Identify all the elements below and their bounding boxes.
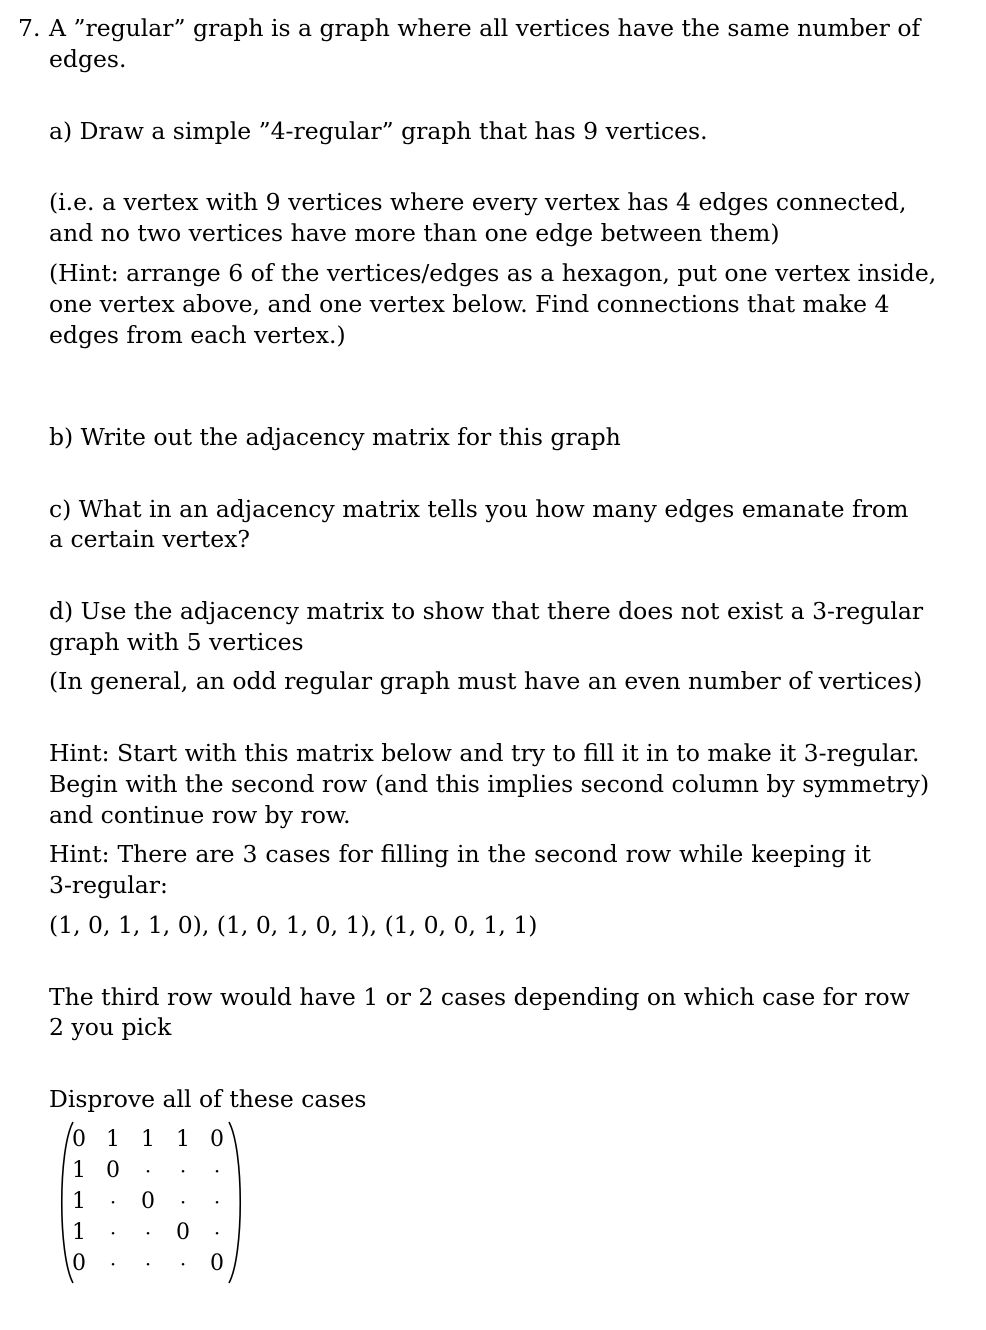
part-d-hint1-line3: and continue row by row. (49, 801, 351, 829)
part-d-cases: (1, 0, 1, 1, 0), (1, 0, 1, 0, 1), (1, 0, 0, 1, 1) (49, 911, 538, 939)
part-a-hint-line3: edges from each vertex.) (49, 321, 346, 349)
matrix-cell: · (109, 1190, 117, 1214)
matrix-cell: 0 (72, 1127, 86, 1152)
matrix-cell: · (144, 1159, 152, 1183)
matrix-cell: 1 (141, 1127, 155, 1152)
matrix-cell: 0 (72, 1251, 86, 1276)
part-c-prompt-line2: a certain vertex? (49, 525, 250, 553)
matrix-cell: 0 (210, 1251, 224, 1276)
matrix-cell: · (213, 1159, 221, 1183)
matrix-cell: · (109, 1221, 117, 1245)
matrix-cell: · (144, 1252, 152, 1276)
part-d-third-row-line1: The third row would have 1 or 2 cases depending on which case for row (49, 983, 910, 1011)
matrix-cell: 1 (106, 1127, 120, 1152)
part-a-clarify-line2: and no two vertices have more than one edge between them) (49, 219, 780, 247)
matrix-cell: · (179, 1252, 187, 1276)
part-d-hint2-line2: 3-regular: (49, 871, 168, 899)
part-a-prompt: a) Draw a simple ”4-regular” graph that has 9 vertices. (49, 117, 708, 145)
matrix-cell: · (213, 1190, 221, 1214)
matrix-cell: · (179, 1190, 187, 1214)
part-d-prompt-line2: graph with 5 vertices (49, 628, 304, 656)
part-d-disprove: Disprove all of these cases (49, 1085, 367, 1113)
matrix-cell: 0 (210, 1127, 224, 1152)
matrix-cell: 1 (72, 1220, 86, 1245)
question-number: 7. (18, 14, 41, 42)
matrix-cell: · (144, 1221, 152, 1245)
part-d-third-row-line2: 2 you pick (49, 1013, 172, 1041)
matrix-cell: · (109, 1252, 117, 1276)
matrix-cell: · (179, 1159, 187, 1183)
matrix-cell: · (213, 1221, 221, 1245)
matrix-cell: 1 (72, 1189, 86, 1214)
part-d-general-note: (In general, an odd regular graph must have an even number of vertices) (49, 667, 923, 695)
matrix-cell: 0 (141, 1189, 155, 1214)
matrix-cell: 1 (72, 1158, 86, 1183)
part-a-clarify-line1: (i.e. a vertex with 9 vertices where every vertex has 4 edges connected, (49, 188, 907, 216)
part-d-hint2-line1: Hint: There are 3 cases for filling in the second row while keeping it (49, 840, 871, 868)
question-intro-line1: A ”regular” graph is a graph where all vertices have the same number of (49, 14, 921, 42)
part-d-hint1-line1: Hint: Start with this matrix below and try to fill it in to make it 3-regular. (49, 739, 920, 767)
matrix-right-paren (226, 1120, 246, 1285)
part-b-prompt: b) Write out the adjacency matrix for this graph (49, 423, 621, 451)
matrix-cell: 0 (176, 1220, 190, 1245)
part-d-hint1-line2: Begin with the second row (and this implies second column by symmetry) (49, 770, 930, 798)
matrix-cell: 0 (106, 1158, 120, 1183)
part-c-prompt-line1: c) What in an adjacency matrix tells you how many edges emanate from (49, 495, 909, 523)
matrix-cell: 1 (176, 1127, 190, 1152)
part-d-prompt-line1: d) Use the adjacency matrix to show that there does not exist a 3-regular (49, 597, 924, 625)
part-a-hint-line2: one vertex above, and one vertex below. Find connections that make 4 (49, 290, 890, 318)
question-intro-line2: edges. (49, 45, 127, 73)
adjacency-matrix (56, 1120, 246, 1285)
part-a-hint-line1: (Hint: arrange 6 of the vertices/edges as a hexagon, put one vertex inside, (49, 259, 937, 287)
